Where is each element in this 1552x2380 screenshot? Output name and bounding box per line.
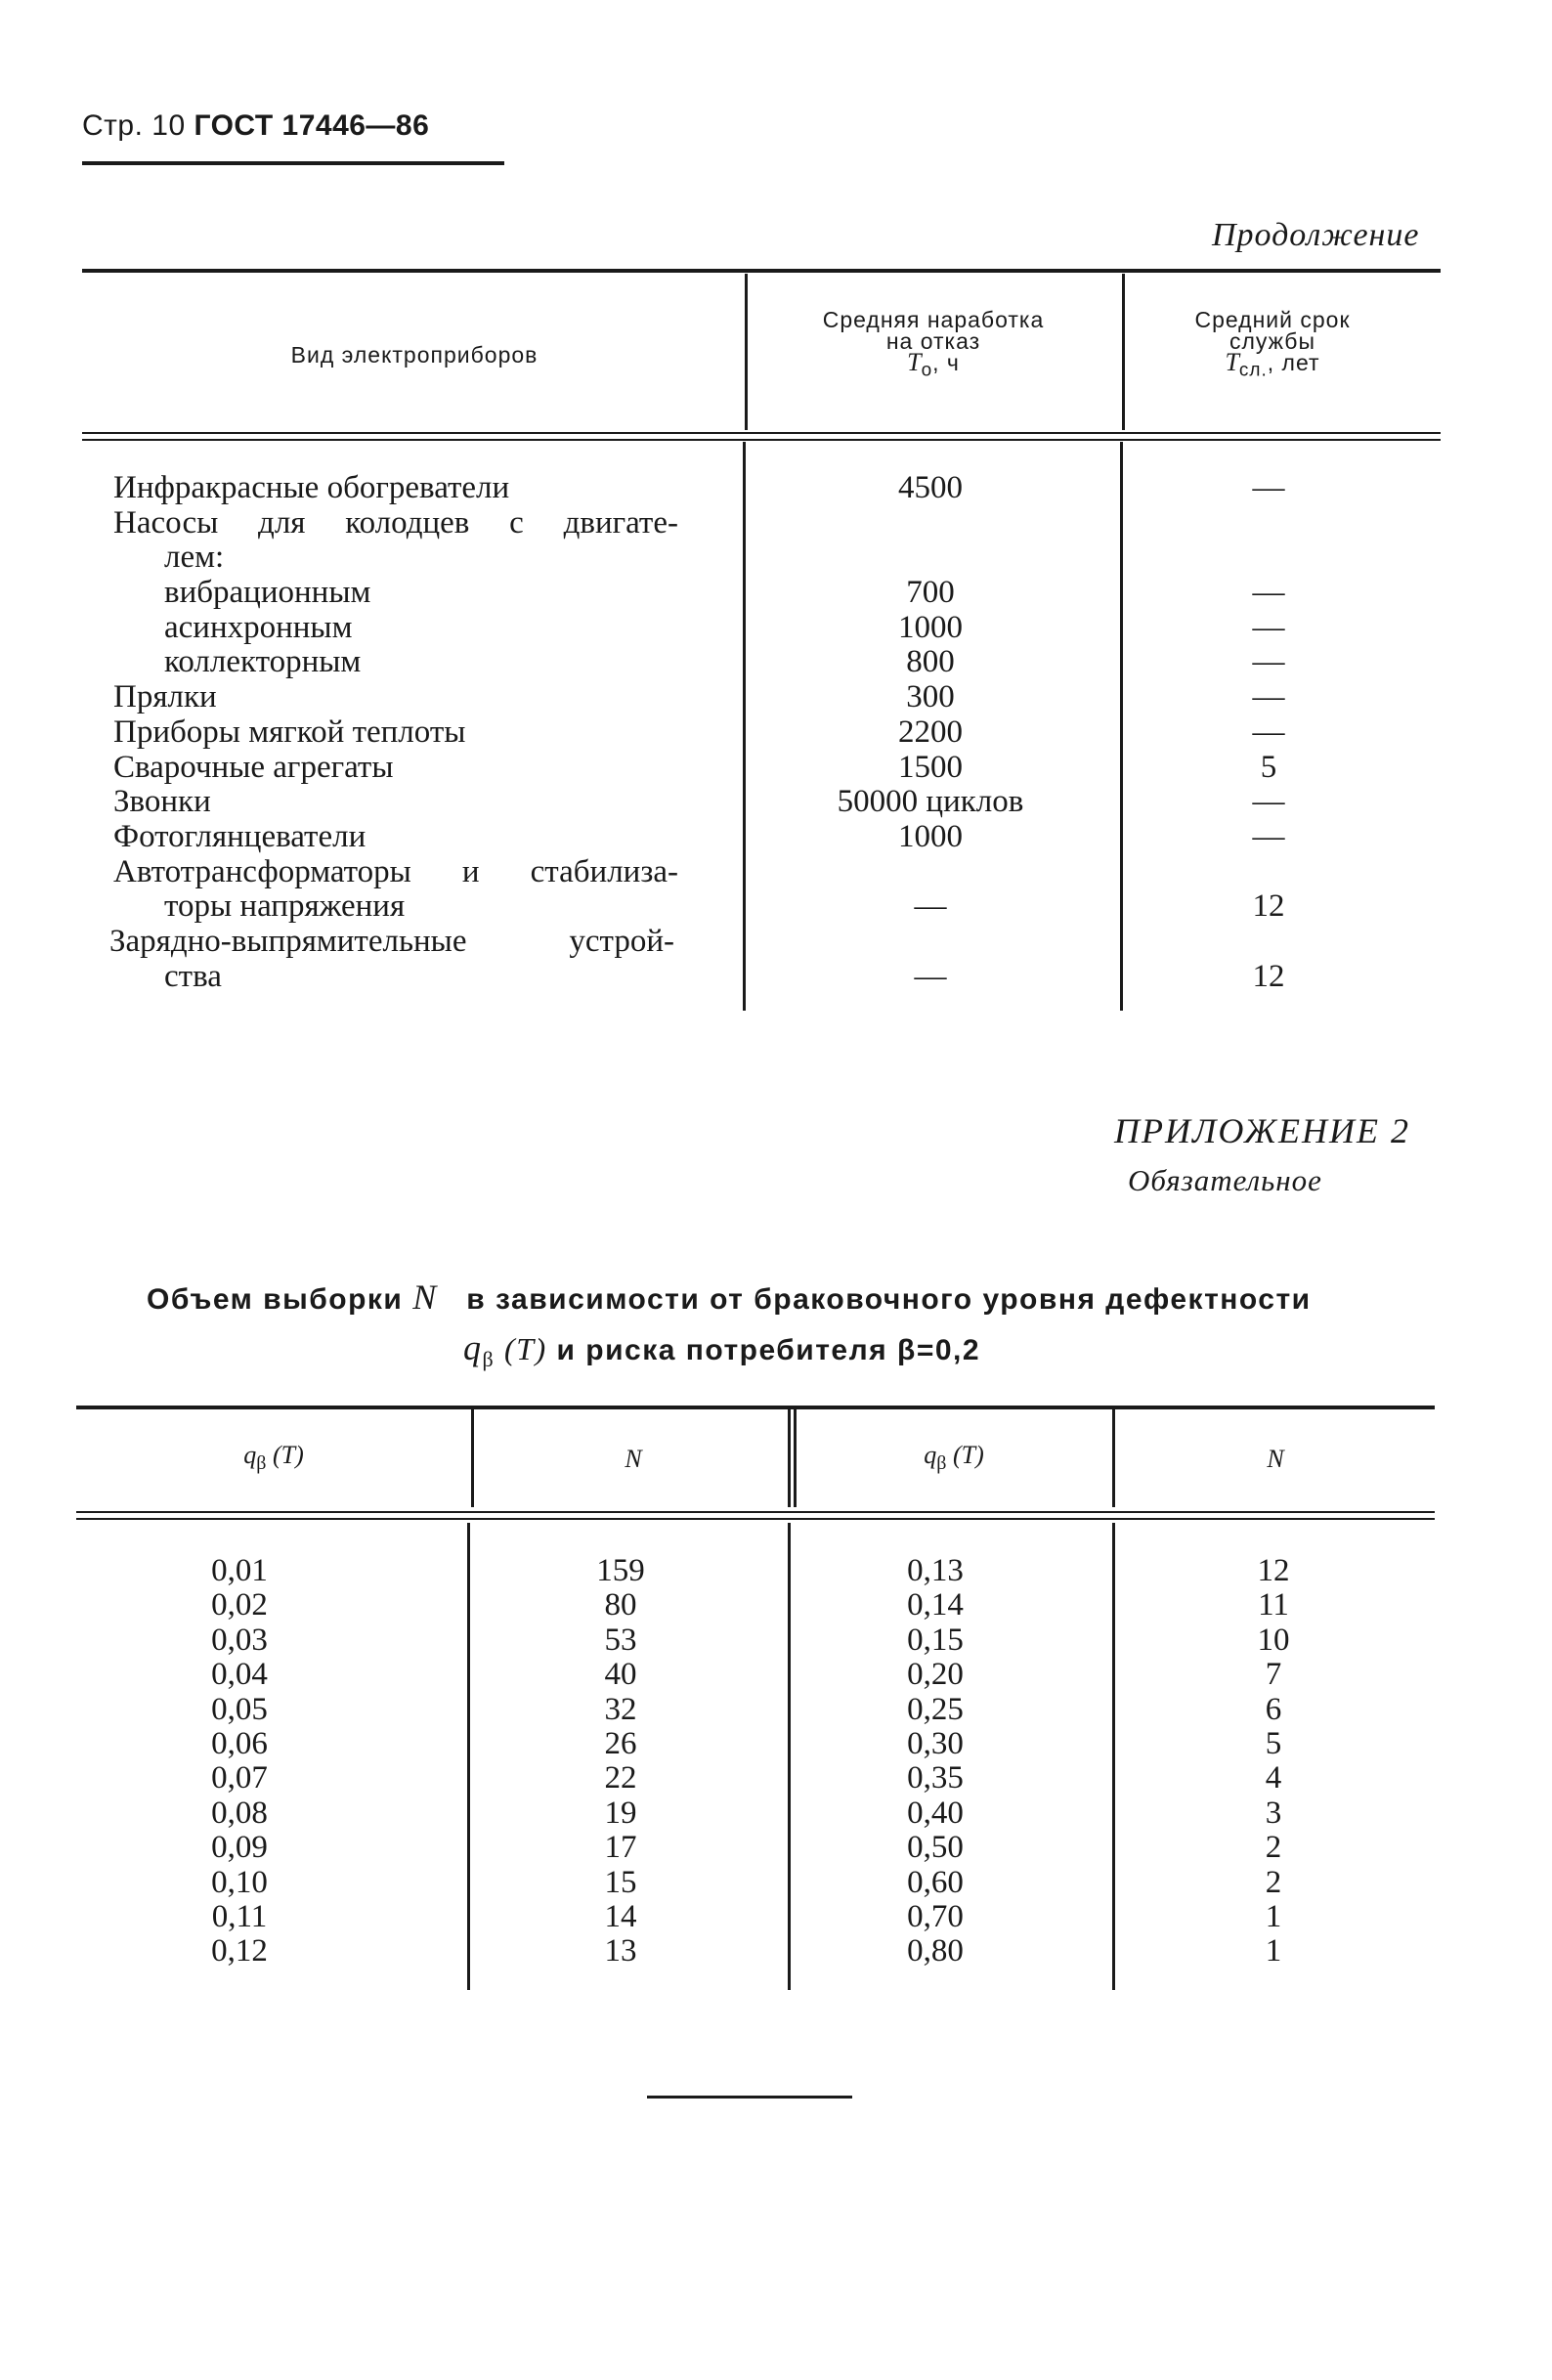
table-row (0, 889, 1552, 925)
life-subscript: сл. (1238, 360, 1268, 381)
table-row (0, 925, 1552, 960)
q-value: 0,70 (907, 1898, 964, 1934)
q-value: 0,80 (907, 1933, 964, 1969)
n-value: 4 (1265, 1760, 1282, 1796)
n-value: 7 (1265, 1657, 1282, 1693)
table1-header-rule-1 (82, 432, 1441, 434)
n-value: 1 (1265, 1898, 1282, 1934)
caption-text-b: в зависимости от браковочного уровня дефектности (466, 1283, 1312, 1316)
table-row (0, 1623, 1552, 1658)
mtbf-value: 4500 (898, 470, 963, 505)
continuation-label: Продолжение (1212, 217, 1420, 253)
caption-text-a: Объем выборки (147, 1283, 404, 1316)
mtbf-value: 800 (906, 644, 955, 680)
q-value: 0,10 (211, 1864, 268, 1900)
device-name: торы напряжения (164, 888, 406, 925)
n-value: 13 (604, 1933, 637, 1969)
table-row (0, 1934, 1552, 1969)
mtbf-value: 700 (906, 575, 955, 611)
q-value: 0,35 (907, 1760, 964, 1796)
table1-header-life (1126, 309, 1419, 382)
table1-body (0, 471, 1552, 994)
n-value: 6 (1265, 1691, 1282, 1727)
table1-header-rule-2 (82, 439, 1441, 441)
q-value: 0,03 (211, 1622, 268, 1658)
mtbf-value: 1000 (898, 818, 963, 854)
device-name: Звонки (113, 784, 211, 820)
n-value: 26 (604, 1725, 637, 1761)
n-value: 2 (1265, 1864, 1282, 1900)
q-value: 0,30 (907, 1725, 964, 1761)
n-value: 5 (1265, 1725, 1282, 1761)
life-value: — (1252, 784, 1285, 820)
mtbf-unit: , ч (932, 350, 960, 375)
page-header (82, 109, 429, 143)
mtbf-value: — (914, 958, 947, 994)
q-value: 0,13 (907, 1553, 964, 1588)
end-rule (647, 2096, 852, 2099)
table-row (0, 1900, 1552, 1934)
table1-col-divider-1 (745, 274, 748, 430)
device-name: вибрационным (164, 575, 371, 611)
q-value: 0,60 (907, 1864, 964, 1900)
mtbf-value: 1500 (898, 749, 963, 785)
device-name: Прялки (113, 679, 217, 715)
table1-top-rule (82, 269, 1441, 273)
table-row (0, 1554, 1552, 1588)
q-symbol: q (924, 1441, 937, 1469)
caption-symbol-q-sub: β (482, 1347, 496, 1371)
q-subscript: β (256, 1452, 267, 1475)
table-row (0, 820, 1552, 855)
header-life-line2: службы (1229, 328, 1316, 354)
header-mtbf-line3 (749, 348, 1118, 382)
table-row (0, 1796, 1552, 1831)
table-row (0, 1866, 1552, 1900)
q-value: 0,12 (211, 1933, 268, 1969)
appendix-caption-line1 (147, 1277, 1312, 1318)
header-mtbf-line1: Средняя наработка (822, 307, 1045, 332)
n-value: 14 (604, 1898, 637, 1934)
table-row (0, 471, 1552, 506)
device-name: Насосы для колодцев с двигате- (113, 504, 678, 541)
page-number: Стр. 10 (82, 109, 186, 142)
device-name: коллекторным (164, 644, 362, 680)
n-value: 19 (604, 1795, 637, 1831)
standard-number: ГОСТ 17446—86 (194, 109, 430, 142)
table2-col-divider-1 (471, 1409, 474, 1507)
q-symbol: q (243, 1441, 257, 1469)
life-value: — (1252, 609, 1285, 645)
table2-header-rule-1 (76, 1511, 1435, 1513)
appendix-title: ПРИЛОЖЕНИЕ 2 (1114, 1111, 1410, 1150)
table2-header-q2 (796, 1441, 1112, 1475)
header-life-line1: Средний срок (1194, 307, 1351, 332)
header-underline (82, 161, 504, 165)
n-symbol: N (625, 1445, 642, 1473)
q-arg: (T) (272, 1441, 304, 1469)
life-value: — (1252, 470, 1285, 505)
device-name: Приборы мягкой теплоты (113, 714, 466, 750)
mtbf-symbol: T (907, 348, 922, 376)
table-row (0, 541, 1552, 576)
q-value: 0,20 (907, 1657, 964, 1693)
table2-col-divider-2b (794, 1409, 797, 1507)
n-value: 15 (604, 1864, 637, 1900)
table2-header-rule-2 (76, 1518, 1435, 1520)
q-value: 0,06 (211, 1725, 268, 1761)
table-row (0, 1727, 1552, 1761)
mtbf-value: 300 (906, 679, 955, 715)
n-value: 12 (1257, 1553, 1290, 1588)
table-row (0, 960, 1552, 995)
caption-symbol-arg: (T) (504, 1331, 547, 1366)
device-name: ства (164, 958, 222, 994)
n-value: 22 (604, 1760, 637, 1796)
mtbf-value: — (914, 888, 947, 925)
life-value: — (1252, 818, 1285, 854)
n-value: 2 (1265, 1830, 1282, 1866)
life-value: — (1252, 679, 1285, 715)
device-name: асинхронным (164, 609, 353, 645)
q-value: 0,08 (211, 1795, 268, 1831)
table-row (0, 1693, 1552, 1727)
device-name: Зарядно-выпрямительные устрой- (109, 923, 674, 959)
header-kind-label: Вид электроприборов (290, 342, 539, 368)
n-value: 11 (1258, 1587, 1289, 1623)
n-value: 40 (604, 1657, 637, 1693)
q-value: 0,40 (907, 1795, 964, 1831)
table-row (0, 715, 1552, 751)
table1-header-kind (82, 344, 747, 366)
device-name: Инфракрасные обогреватели (113, 470, 510, 505)
table-row (0, 1588, 1552, 1623)
q-value: 0,02 (211, 1587, 268, 1623)
n-value: 80 (604, 1587, 637, 1623)
table-row (0, 506, 1552, 541)
mtbf-value: 50000 циклов (837, 784, 1024, 820)
appendix-subtitle: Обязательное (1128, 1163, 1322, 1197)
caption-beta: β=0,2 (897, 1334, 981, 1366)
table-row (0, 751, 1552, 786)
q-value: 0,01 (211, 1553, 268, 1588)
mtbf-value: 2200 (898, 714, 963, 750)
table-row (0, 611, 1552, 646)
table-row (0, 1658, 1552, 1692)
n-value: 159 (596, 1553, 645, 1588)
n-value: 10 (1257, 1622, 1290, 1658)
n-value: 32 (604, 1691, 637, 1727)
life-value: — (1252, 575, 1285, 611)
table-row (0, 1761, 1552, 1796)
header-mtbf-line2: на отказ (885, 328, 981, 354)
q-subscript: β (936, 1452, 947, 1475)
n-value: 1 (1265, 1933, 1282, 1969)
table2-col-divider-3 (1112, 1409, 1115, 1507)
table2-header-n1 (473, 1445, 794, 1474)
life-symbol: T (1225, 348, 1239, 376)
table2-header-n2 (1114, 1445, 1437, 1474)
caption-symbol-q: q (463, 1328, 483, 1367)
q-value: 0,05 (211, 1691, 268, 1727)
n-value: 17 (604, 1830, 637, 1866)
n-value: 3 (1265, 1795, 1282, 1831)
table-row (0, 645, 1552, 680)
caption-symbol-n: N (412, 1277, 438, 1317)
life-value: 12 (1252, 888, 1285, 925)
table-row (0, 855, 1552, 890)
table1-header-mtbf (749, 309, 1118, 382)
table2-body (0, 1554, 1552, 1969)
table-row (0, 576, 1552, 611)
mtbf-value: 1000 (898, 609, 963, 645)
table-row (0, 680, 1552, 715)
table1-col-divider-2 (1122, 274, 1125, 430)
q-value: 0,15 (907, 1622, 964, 1658)
q-value: 0,14 (907, 1587, 964, 1623)
life-value: 5 (1260, 749, 1277, 785)
q-value: 0,25 (907, 1691, 964, 1727)
device-name: Сварочные агрегаты (113, 749, 394, 785)
table-row (0, 785, 1552, 820)
q-value: 0,09 (211, 1830, 268, 1866)
appendix-caption-line2 (463, 1327, 980, 1372)
device-name: Автотрансформаторы и стабилиза- (113, 853, 678, 889)
q-value: 0,07 (211, 1760, 268, 1796)
caption-text-c: и риска потребителя (556, 1334, 888, 1366)
q-value: 0,11 (211, 1898, 268, 1934)
n-symbol: N (1267, 1445, 1284, 1473)
n-value: 53 (604, 1622, 637, 1658)
table2-header-q1 (78, 1441, 469, 1475)
table-row (0, 1831, 1552, 1865)
device-name: Фотоглянцеватели (113, 818, 366, 854)
table2-top-rule (76, 1406, 1435, 1409)
life-unit: , лет (1267, 350, 1320, 375)
life-value: 12 (1252, 958, 1285, 994)
q-value: 0,50 (907, 1830, 964, 1866)
q-arg: (T) (952, 1441, 984, 1469)
mtbf-subscript: о (921, 360, 933, 381)
table2-col-divider-2a (788, 1409, 791, 1507)
life-value: — (1252, 714, 1285, 750)
life-value: — (1252, 644, 1285, 680)
header-life-line3 (1126, 348, 1419, 382)
device-name: лем: (164, 540, 225, 576)
q-value: 0,04 (211, 1657, 268, 1693)
